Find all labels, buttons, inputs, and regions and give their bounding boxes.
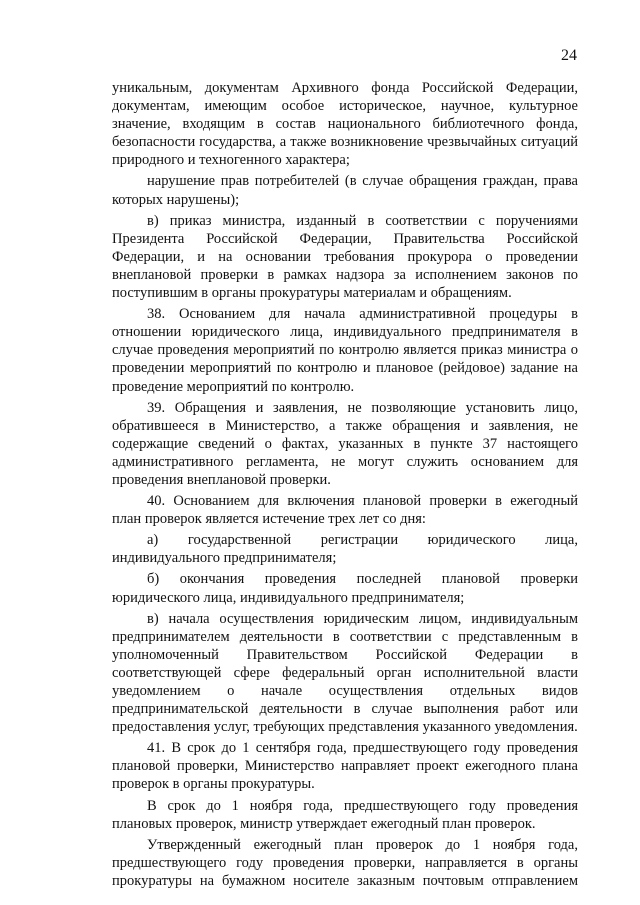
paragraph: в) приказ министра, изданный в соответствии с поручениями Президента Российской Федерации, Правительства Российской Федерации, и на основании требования прокурора о проведении внеплановой проверки в рамках надзора за исполнением законов по поступившим в органы прокуратуры материалам и обращениям. [112,212,578,302]
paragraph: 40. Основанием для включения плановой проверки в ежегодный план проверок является истечение трех лет со дня: [112,493,578,528]
paragraph: в) начала осуществления юридическим лицом, индивидуальным предпринимателем деятельности в соответствии с представленным в уполномоченный Правительством Российской Федерации в соответствующей сфере федеральный орган исполнительной власти уведомлением о начале осуществления отдельных видов предпринимательской деятельности в случае выполнения работ или предоставления услуг, требующих представления указанного уведомления. [112,610,578,736]
paragraph: 38. Основанием для начала административной процедуры в отношении юридического лица, индивидуального предпринимателя в случае проведения мероприятий по контролю является приказ министра о проведении мероприятий по контролю и плановое (рейдовое) задание на проведение мероприятий по контролю. [112,306,578,395]
paragraph: 39. Обращения и заявления, не позволяющие установить лицо, обратившееся в Министерство, а также обращения и заявления, не содержащие сведений о фактах, указанных в пункте 37 настоящего административного регламента, не могут служить основанием для проведения внеплановой проверки. [112,399,578,488]
paragraph: Утвержденный ежегодный план проверок до 1 ноября года, предшествующего году проведения проверки, направляется в органы прокуратуры на бумажном носителе заказным почтовым отправлением [112,836,578,889]
paragraph: В срок до 1 ноября года, предшествующего году проведения плановых проверок, министр утверждает ежегодный план проверок. [112,797,578,832]
page-number: 24 [561,47,577,64]
paragraph: уникальным, документам Архивного фонда Российской Федерации, документам, имеющим особое историческое, научное, культурное значение, входящим в состав национального библиотечного фонда, безопасности государства, а также возникновение чрезвычайных ситуаций природного и техногенного характера; [112,80,578,169]
document-body [112,79,578,893]
paragraph: а) государственной регистрации юридического лица, индивидуального предпринимателя; [112,532,578,567]
paragraph: 41. В срок до 1 сентября года, предшествующего году проведения плановой проверки, Министерство направляет проект ежегодного плана проверок в органы прокуратуры. [112,740,578,793]
paragraph: б) окончания проведения последней плановой проверки юридического лица, индивидуального предпринимателя; [112,571,578,606]
paragraph: нарушение прав потребителей (в случае обращения граждан, права которых нарушены); [112,173,578,208]
